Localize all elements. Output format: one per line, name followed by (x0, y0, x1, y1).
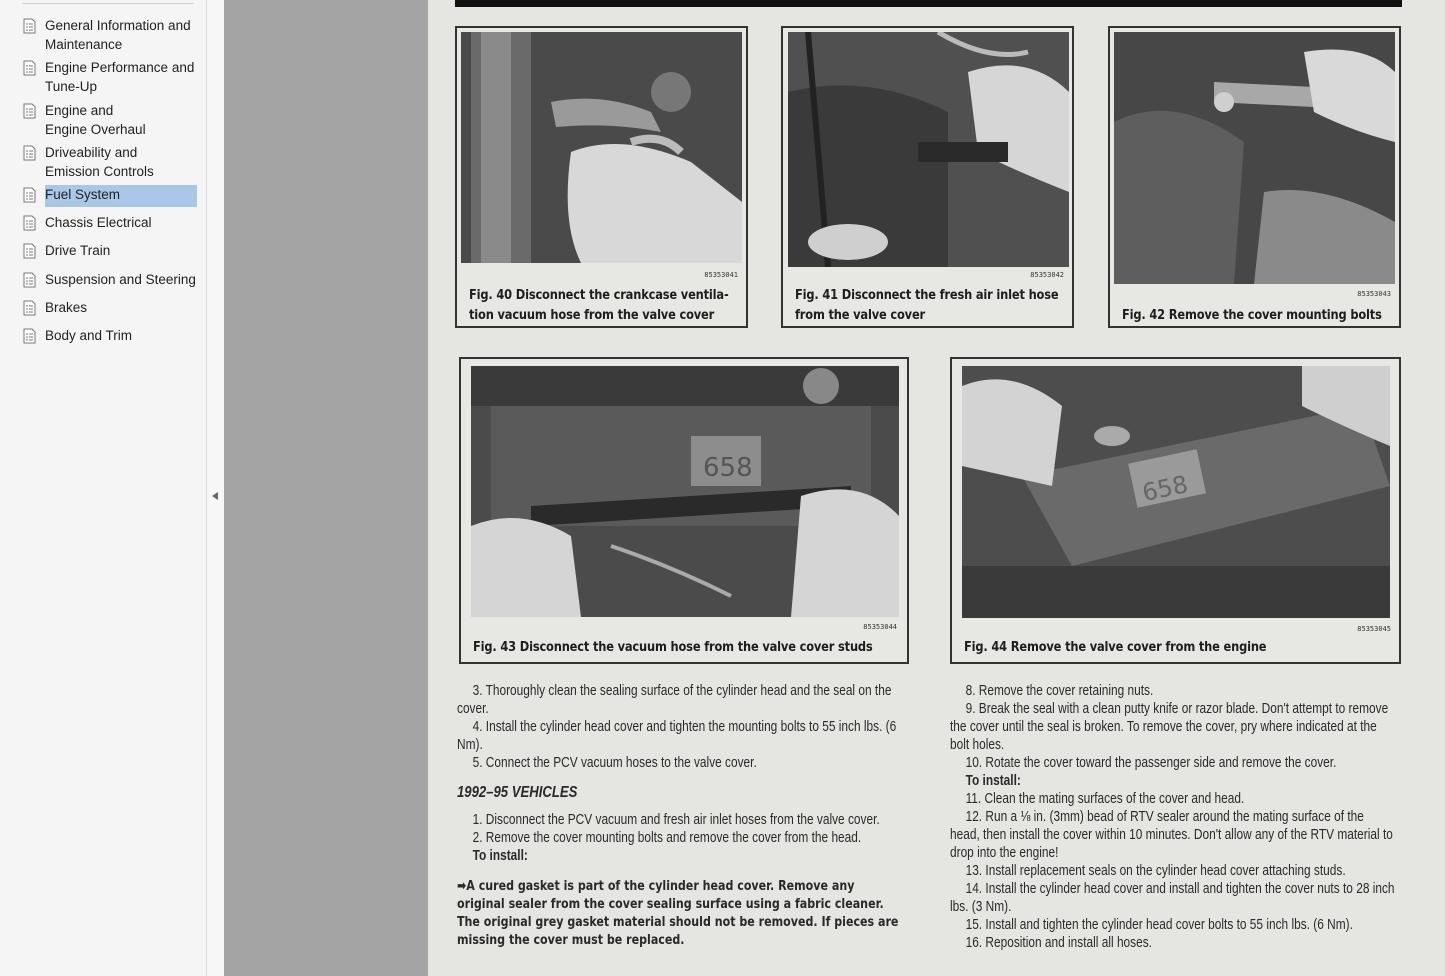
sidebar-splitter[interactable] (207, 0, 224, 976)
document-outline-icon (22, 328, 38, 344)
document-page (428, 0, 1445, 976)
figure-code: 85353041 (704, 271, 738, 279)
sidebar-item-label-line: General Information and (45, 18, 191, 33)
sidebar-item-label-line: Tune-Up (45, 78, 98, 94)
figure-42 (1108, 26, 1401, 328)
step-text: 15. Install and tighten the cylinder head cover bolts to 55 inch lbs. (6 Nm). (965, 917, 1353, 933)
collapse-sidebar-icon[interactable] (212, 492, 218, 500)
to-install-label: To install: (965, 773, 1021, 789)
figure-caption: Fig. 43 Disconnect the vacuum hose from the valve cover studs (473, 640, 873, 655)
step-text: 16. Reposition and install all hoses. (965, 935, 1152, 951)
document-outline-icon (22, 187, 38, 203)
sidebar-item-label-line: Driveability and (45, 145, 138, 160)
sidebar-item-label-line: Brakes (45, 300, 88, 315)
sidebar-item-label (45, 17, 200, 54)
figure-44 (950, 357, 1401, 664)
section-heading: 1992–95 VEHICLES (457, 784, 578, 801)
figure-40 (455, 26, 748, 328)
step-text: 11. Clean the mating surfaces of the cover and head. (965, 791, 1245, 807)
sidebar-item-label-line: Engine Overhaul (45, 121, 146, 137)
step-text: 10. Rotate the cover toward the passenger side and remove the cover. (965, 755, 1337, 771)
figure-41-photo (788, 32, 1069, 267)
figure-code: 85353045 (1357, 625, 1391, 633)
svg-text:658: 658 (703, 453, 753, 483)
figure-caption: Fig. 42 Remove the cover mounting bolts (1122, 308, 1382, 323)
step-text: 1. Disconnect the PCV vacuum and fresh air inlet hoses from the valve cover. (472, 812, 880, 828)
sidebar-item-label (45, 242, 200, 261)
figure-41 (781, 26, 1074, 328)
document-outline-icon (22, 60, 38, 76)
figure-caption: Fig. 41 Disconnect the fresh air inlet hose from the valve cover (795, 288, 1059, 323)
figure-code: 85353042 (1030, 271, 1064, 279)
figure-43-photo (471, 366, 899, 617)
svg-text:658: 658 (1139, 470, 1191, 508)
document-outline-icon (22, 103, 38, 119)
figure-40-photo (461, 32, 742, 263)
step-text: 5. Connect the PCV vacuum hoses to the valve cover. (472, 755, 757, 771)
sidebar-item-label (45, 102, 200, 139)
step-text: 4. Install the cylinder head cover and tighten the mounting bolts to 55 inch lbs. (6 Nm). (457, 719, 897, 753)
figure-caption: Fig. 44 Remove the valve cover from the engine (964, 640, 1267, 655)
sidebar-item-label (45, 271, 200, 290)
step-text: 8. Remove the cover retaining nuts. (965, 683, 1154, 699)
to-install-label: To install: (472, 848, 528, 864)
sidebar-item-label-line: Drive Train (45, 243, 111, 258)
step-text: 12. Run a ⅛ in. (3mm) bead of RTV sealer around the mating surface of the head, then install the cover within 10 minutes. Don't allow any of the RTV material to drop into the engine! (950, 809, 1393, 861)
sidebar-item-label (45, 59, 200, 96)
sidebar-item-label-line: Chassis Electrical (45, 215, 152, 230)
sidebar-item-label-line: Fuel System (45, 187, 121, 202)
sidebar-item-label (45, 144, 200, 181)
sidebar-divider (22, 3, 194, 4)
note-text: ➡A cured gasket is part of the cylinder head cover. Remove any original sealer from the cover sealing surface using a fabric cleaner. The original grey gasket material should not be removed. If pieces are missing the cover must be replaced. (457, 878, 899, 948)
figure-code: 85353043 (1357, 290, 1391, 298)
figure-44-photo (962, 366, 1390, 618)
sidebar-item-label-line: Body and Trim (45, 328, 133, 343)
sidebar-item-label (45, 299, 200, 318)
sidebar-item-label (45, 214, 200, 233)
page-top-rule (455, 0, 1402, 7)
left-text-column (457, 682, 904, 949)
document-outline-icon (22, 18, 38, 34)
step-text: 9. Break the seal with a clean putty knife or razor blade. Don't attempt to remove the cover until the seal is broken. To remove the cover, pry where indicated at the bolt holes. (950, 701, 1389, 753)
figure-caption: Fig. 40 Disconnect the crankcase ventila- tion vacuum hose from the valve cover (469, 288, 729, 323)
sidebar-item-label (45, 185, 197, 207)
document-outline-icon (22, 145, 38, 161)
sidebar-item-label-line: Suspension and Steering (45, 272, 196, 287)
document-outline-icon (22, 272, 38, 288)
figure-42-photo (1114, 32, 1395, 284)
sidebar-item-label (45, 327, 200, 346)
step-text: 3. Thoroughly clean the sealing surface of the cylinder head and the seal on the cover. (457, 683, 892, 717)
figure-code: 85353044 (863, 623, 897, 631)
figure-43 (459, 357, 909, 664)
sidebar-item-label-line: Emission Controls (45, 163, 154, 179)
document-outline-icon (22, 215, 38, 231)
right-text-column (950, 682, 1397, 952)
step-text: 14. Install the cylinder head cover and install and tighten the cover nuts to 28 inch lbs. (3 Nm). (950, 881, 1395, 915)
document-outline-icon (22, 300, 38, 316)
document-outline-icon (22, 243, 38, 259)
sidebar-item-label-line: Engine and (45, 103, 114, 118)
sidebar (0, 0, 207, 976)
sidebar-item-label-line: Maintenance (45, 36, 123, 52)
sidebar-item-label-line: Engine Performance and (45, 60, 195, 75)
step-text: 2. Remove the cover mounting bolts and remove the cover from the head. (472, 830, 862, 846)
step-text: 13. Install replacement seals on the cylinder head cover attaching studs. (965, 863, 1346, 879)
